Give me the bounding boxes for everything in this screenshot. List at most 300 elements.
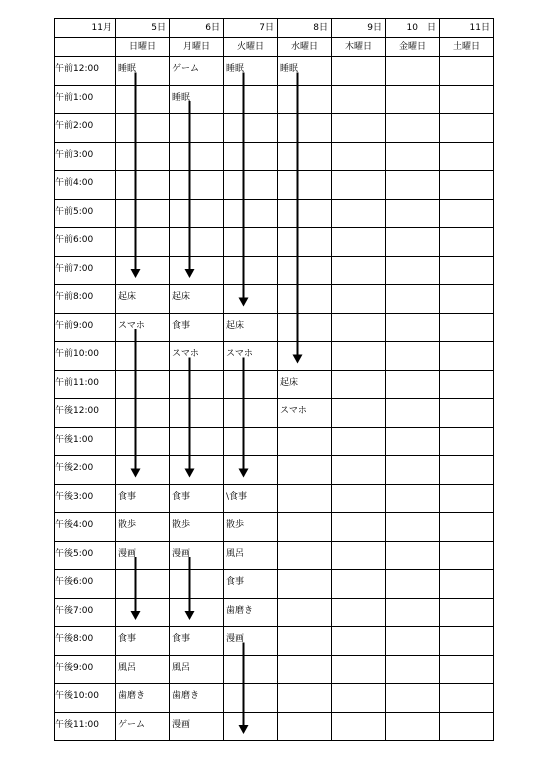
activity-entry [440,428,442,436]
activity-entry [116,371,118,379]
time-slot-row [55,712,494,741]
activity-entry [332,228,334,236]
activity-entry: 風呂 [118,662,137,673]
activity-entry [278,542,280,550]
schedule-cell [170,541,224,570]
schedule-cell [224,342,278,371]
activity-entry: 漫画 [172,719,191,730]
activity-entry [116,257,118,265]
activity-entry [386,656,388,664]
time-label-cell [55,228,116,257]
time-label: 午前1:00 [55,92,94,103]
activity-entry [224,228,226,236]
activity-entry [440,285,442,293]
activity-entry [386,599,388,607]
month-cell: 11月 [55,19,116,38]
time-label-cell [55,342,116,371]
schedule-cell [170,313,224,342]
schedule-cell [332,655,386,684]
schedule-cell [224,456,278,485]
date-cell: 6日 [170,19,224,38]
activity-entry [440,257,442,265]
time-slot-row [55,484,494,513]
schedule-cell [440,484,494,513]
activity-entry [332,456,334,464]
schedule-cell [332,285,386,314]
schedule-cell [332,513,386,542]
activity-entry [224,171,226,179]
schedule-cell [440,684,494,713]
schedule-cell [440,313,494,342]
activity-entry: 起床 [118,292,137,302]
schedule-cell [440,285,494,314]
schedule-cell [386,541,440,570]
schedule-cell [386,712,440,741]
schedule-cell [278,655,332,684]
schedule-cell [170,285,224,314]
activity-entry [332,86,334,94]
activity-entry [386,285,388,293]
time-slot-row [55,427,494,456]
date-cell: 5日 [116,19,170,38]
time-label-cell [55,256,116,285]
activity-entry [278,627,280,635]
activity-entry [332,513,334,521]
schedule-cell [386,427,440,456]
activity-entry [386,627,388,635]
schedule-cell [224,142,278,171]
schedule-cell [224,228,278,257]
time-label: 午後7:00 [55,605,94,616]
activity-entry: 睡眠 [172,92,191,103]
weekday-cell: 土曜日 [440,38,494,57]
activity-entry [278,171,280,179]
activity-entry [332,371,334,379]
schedule-cell [224,313,278,342]
date-cell: 7日 [224,19,278,38]
activity-entry: 起床 [172,292,191,302]
activity-entry [224,257,226,265]
schedule-cell [116,427,170,456]
schedule-cell [278,684,332,713]
schedule-cell [440,228,494,257]
activity-entry [332,599,334,607]
schedule-cell [440,142,494,171]
schedule-cell [278,598,332,627]
schedule-cell [332,370,386,399]
schedule-cell [170,85,224,114]
activity-entry: 食事 [172,320,191,331]
time-label-cell [55,570,116,599]
schedule-cell [116,142,170,171]
schedule-cell [224,655,278,684]
activity-entry [332,656,334,664]
activity-entry [278,228,280,236]
weekday-cell: 木曜日 [332,38,386,57]
schedule-cell [224,598,278,627]
time-label: 午前8:00 [55,292,94,302]
activity-entry [116,143,118,151]
activity-entry [278,599,280,607]
time-label-cell [55,456,116,485]
time-label-cell [55,627,116,656]
activity-entry [440,228,442,236]
activity-entry [332,399,334,407]
activity-entry [224,143,226,151]
schedule-cell [116,399,170,428]
time-label: 午前4:00 [55,178,94,188]
activity-entry [440,656,442,664]
activity-entry [224,114,226,122]
activity-entry [332,285,334,293]
schedule-cell [116,228,170,257]
schedule-cell [278,114,332,143]
activity-entry [332,570,334,578]
activity-entry [332,627,334,635]
schedule-cell [386,342,440,371]
schedule-cell [224,684,278,713]
schedule-cell [224,370,278,399]
activity-entry [332,143,334,151]
schedule-cell [386,114,440,143]
activity-entry [278,713,280,721]
activity-entry: 散歩 [118,520,137,530]
activity-entry: 漫画 [226,634,245,644]
schedule-cell [278,228,332,257]
schedule-cell [116,57,170,86]
date-cell: 11日 [440,19,494,38]
schedule-cell [224,85,278,114]
schedule-cell [278,541,332,570]
schedule-cell [278,171,332,200]
schedule-cell [332,570,386,599]
activity-entry [170,570,172,578]
schedule-cell [224,399,278,428]
schedule-cell [332,484,386,513]
activity-entry: スマホ [172,349,199,359]
activity-entry [386,371,388,379]
schedule-cell [170,370,224,399]
schedule-cell [116,342,170,371]
time-slot-row [55,684,494,713]
activity-entry [278,342,280,350]
time-label: 午後2:00 [55,463,94,473]
schedule-cell [386,655,440,684]
activity-entry [386,399,388,407]
activity-entry [386,86,388,94]
weekday-cell: 水曜日 [278,38,332,57]
activity-entry: ゲーム [118,719,146,730]
time-slot-row [55,114,494,143]
schedule-cell [440,57,494,86]
time-slot-row [55,598,494,627]
schedule-cell [332,456,386,485]
time-label: 午後9:00 [55,662,94,673]
schedule-cell [224,285,278,314]
schedule-cell [386,598,440,627]
time-slot-row [55,570,494,599]
activity-entry [170,171,172,179]
schedule-cell [116,370,170,399]
activity-entry [440,314,442,322]
schedule-cell [224,114,278,143]
schedule-cell [332,427,386,456]
activity-entry [278,257,280,265]
time-slot-row [55,85,494,114]
time-label: 午後6:00 [55,577,94,587]
time-label: 午前6:00 [55,235,94,245]
schedule-cell [386,684,440,713]
activity-entry [170,143,172,151]
schedule-cell [278,256,332,285]
schedule-cell [332,199,386,228]
activity-entry [440,171,442,179]
schedule-cell [386,313,440,342]
weekday-cell: 月曜日 [170,38,224,57]
weekday-cell: 火曜日 [224,38,278,57]
activity-entry [440,143,442,151]
activity-entry [170,200,172,208]
activity-entry [440,627,442,635]
schedule-cell [440,598,494,627]
schedule-cell [170,399,224,428]
schedule-cell [224,541,278,570]
activity-entry: 起床 [226,320,245,331]
activity-entry: 食事 [118,634,137,644]
activity-entry: 睡眠 [280,64,299,74]
activity-entry [440,513,442,521]
schedule-cell [116,627,170,656]
schedule-cell [224,171,278,200]
schedule-cell [386,513,440,542]
schedule-cell [116,655,170,684]
schedule-cell [332,171,386,200]
activity-entry [386,570,388,578]
activity-entry: 散歩 [226,520,245,530]
activity-entry: 起床 [280,377,299,388]
activity-entry [440,57,442,65]
activity-entry [440,371,442,379]
activity-entry: 睡眠 [226,64,245,74]
weekday-cell: 日曜日 [116,38,170,57]
activity-entry [278,114,280,122]
date-cell: 10 日 [386,19,440,38]
schedule-cell [386,142,440,171]
schedule-cell [224,199,278,228]
schedule-cell [116,114,170,143]
activity-entry [440,86,442,94]
time-slot-row [55,171,494,200]
activity-entry [386,485,388,493]
corner-cell [55,38,116,57]
schedule-cell [224,627,278,656]
schedule-cell [332,399,386,428]
activity-entry: 漫画 [172,548,191,559]
activity-entry [440,542,442,550]
schedule-cell [278,313,332,342]
activity-entry [278,285,280,293]
activity-entry [386,456,388,464]
activity-entry [440,599,442,607]
time-label-cell [55,85,116,114]
schedule-cell [170,484,224,513]
activity-entry [278,428,280,436]
activity-entry [386,171,388,179]
time-label: 午後8:00 [55,634,94,644]
time-label: 午後12:00 [55,406,99,416]
schedule-cell [440,456,494,485]
schedule-table [54,18,494,741]
time-label-cell [55,541,116,570]
activity-entry: 食事 [172,491,191,502]
activity-entry [170,399,172,407]
activity-entry [440,456,442,464]
schedule-cell [170,627,224,656]
schedule-cell [170,114,224,143]
schedule-cell [278,342,332,371]
schedule-cell [116,484,170,513]
activity-entry [278,513,280,521]
schedule-cell [278,627,332,656]
time-label: 午前12:00 [55,64,99,74]
schedule-cell [440,399,494,428]
time-slot-row [55,228,494,257]
activity-entry [278,570,280,578]
schedule-cell [224,57,278,86]
schedule-cell [278,199,332,228]
activity-entry [116,599,118,607]
schedule-cell [116,570,170,599]
time-label-cell [55,399,116,428]
schedule-cell [278,513,332,542]
schedule-cell [440,370,494,399]
schedule-cell [332,342,386,371]
activity-entry: スマホ [118,320,145,331]
activity-entry [332,684,334,692]
time-label-cell [55,370,116,399]
schedule-cell [332,684,386,713]
activity-entry [278,656,280,664]
schedule-cell [278,370,332,399]
time-slot-row [55,342,494,371]
activity-entry [278,456,280,464]
activity-entry: 風呂 [226,548,245,559]
schedule-cell [116,541,170,570]
activity-entry [224,428,226,436]
activity-entry [332,428,334,436]
schedule-cell [386,228,440,257]
schedule-cell [386,256,440,285]
schedule-cell [440,114,494,143]
time-label: 午後4:00 [55,520,94,530]
schedule-cell [170,684,224,713]
schedule-cell [278,399,332,428]
schedule-cell [278,285,332,314]
activity-entry [170,599,172,607]
schedule-cell [224,570,278,599]
schedule-cell [278,712,332,741]
schedule-cell [170,456,224,485]
schedule-cell [278,85,332,114]
schedule-cell [170,570,224,599]
schedule-cell [278,570,332,599]
schedule-cell [116,256,170,285]
activity-entry [332,171,334,179]
activity-entry [332,200,334,208]
schedule-cell [440,712,494,741]
activity-entry [116,456,118,464]
activity-entry: 散歩 [172,520,191,530]
schedule-cell [170,57,224,86]
activity-entry [170,257,172,265]
time-label-cell [55,114,116,143]
time-label: 午前11:00 [55,377,99,388]
activity-entry [386,428,388,436]
schedule-cell [386,171,440,200]
activity-entry [116,342,118,350]
time-slot-row [55,370,494,399]
schedule-cell [170,655,224,684]
schedule-cell [332,541,386,570]
schedule-cell [386,484,440,513]
activity-entry [170,456,172,464]
time-label-cell [55,142,116,171]
time-label-cell [55,199,116,228]
schedule-cell [170,598,224,627]
time-label: 午後10:00 [55,691,99,701]
schedule-cell [170,171,224,200]
date-header-row [55,19,494,38]
schedule-cell [332,85,386,114]
activity-entry [386,513,388,521]
activity-entry [116,86,118,94]
time-label-cell [55,598,116,627]
schedule-cell [440,85,494,114]
schedule-cell [116,285,170,314]
schedule-cell [170,513,224,542]
time-label-cell [55,484,116,513]
activity-entry: 漫画 [118,548,137,559]
activity-entry: 食事 [118,491,137,502]
time-slot-row [55,199,494,228]
schedule-cell [440,655,494,684]
activity-entry [440,485,442,493]
activity-entry: スマホ [280,406,307,416]
activity-entry: ゲーム [172,64,200,74]
schedule-cell [278,427,332,456]
activity-entry [116,399,118,407]
schedule-cell [116,313,170,342]
activity-entry [332,485,334,493]
schedule-cell [440,199,494,228]
schedule-cell [386,570,440,599]
schedule-cell [386,85,440,114]
activity-entry: 歯磨き [226,605,254,616]
activity-entry [386,713,388,721]
date-cell: 9日 [332,19,386,38]
schedule-cell [116,598,170,627]
time-slot-row [55,399,494,428]
schedule-cell [170,256,224,285]
schedule-cell [116,513,170,542]
activity-entry [170,228,172,236]
activity-entry [116,428,118,436]
schedule-cell [332,256,386,285]
activity-entry [278,143,280,151]
activity-entry: スマホ [226,349,253,359]
time-label-cell [55,513,116,542]
activity-entry [224,713,226,721]
